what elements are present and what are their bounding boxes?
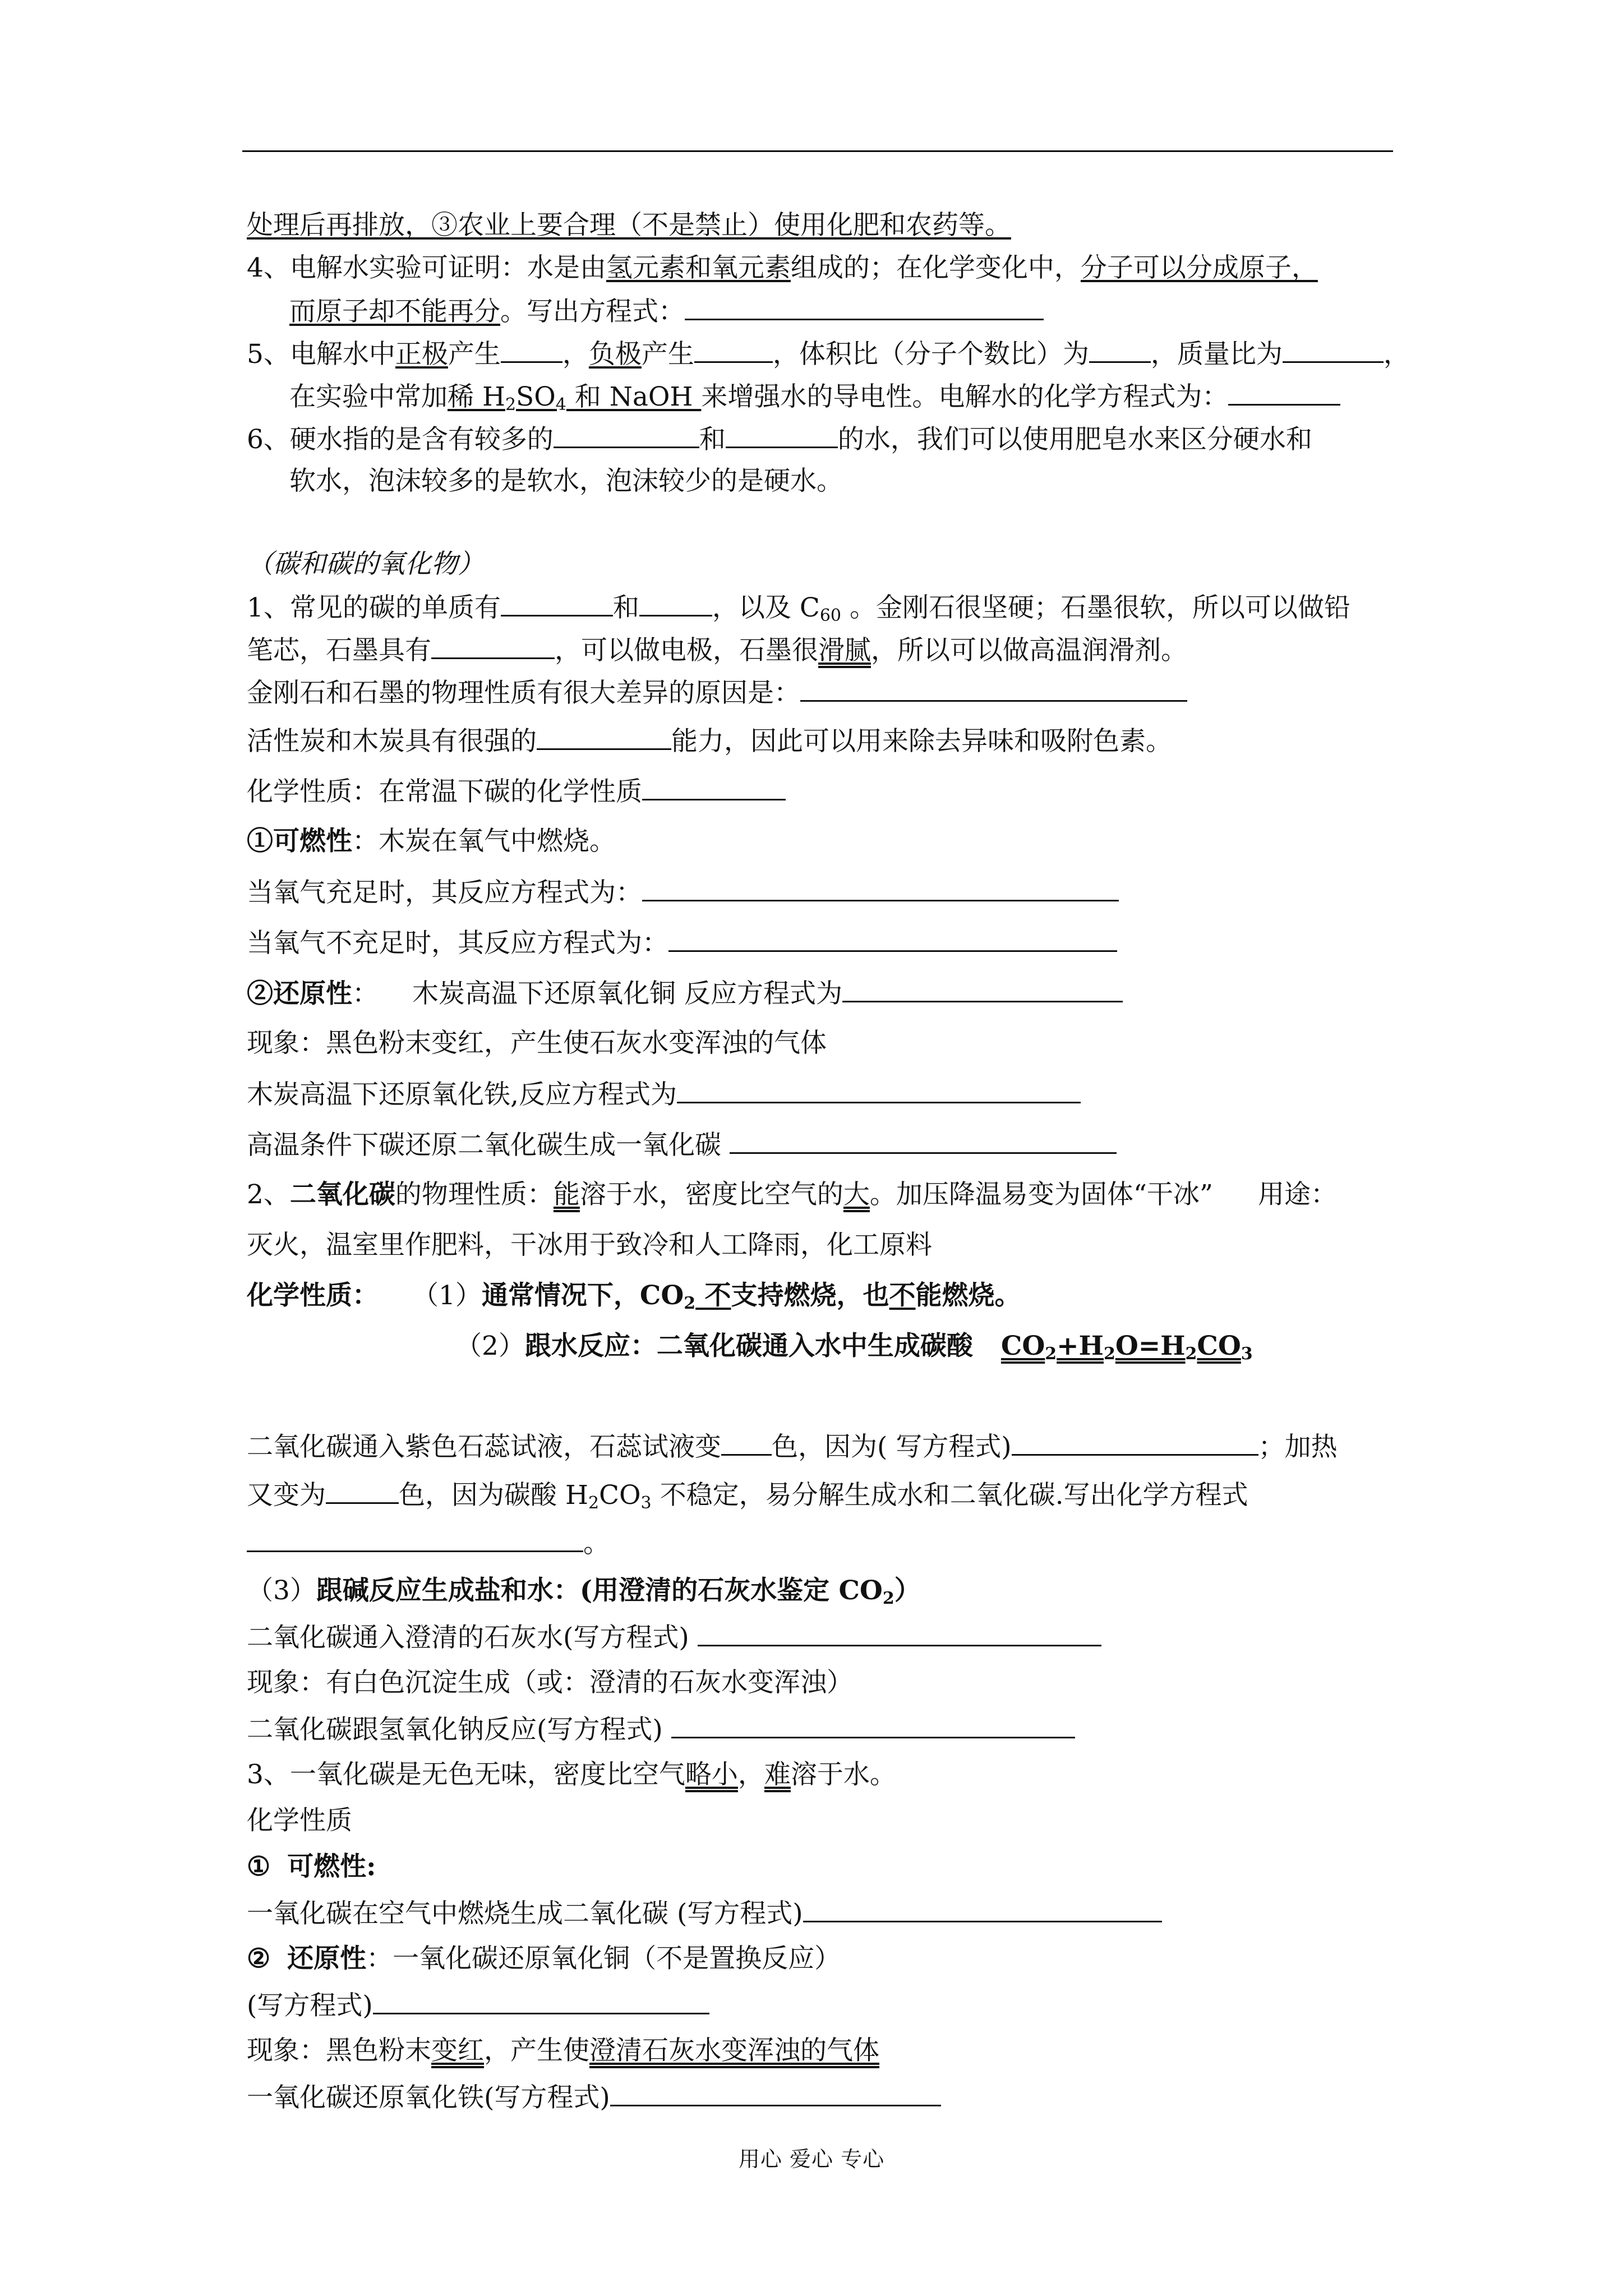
text-line: 现象：有白色沉淀生成（或：澄清的石灰水变浑浊） [247, 1667, 853, 1698]
text-line: 当氧气充足时，其反应方程式为： [247, 875, 1119, 910]
answer-blank [721, 1429, 772, 1456]
text-line: 5、电解水中正极产生 ，负极产生 ，体积比（分子个数比）为 ，质量比为 ， [247, 337, 1410, 371]
text-line: 二氧化碳跟氢氧化钠反应(写方程式) [247, 1712, 1075, 1747]
text-line: 4、电解水实验可证明：水是由氢元素和氧元素组成的；在化学变化中，分子可以分成原子， [247, 252, 1318, 283]
answer-blank [842, 976, 1123, 1002]
page-footer: 用心 爱心 专心 [738, 2147, 885, 2171]
text-line: 灭火，温室里作肥料，干冰用于致冷和人工降雨，化工原料 [247, 1230, 932, 1260]
answer-blank [431, 633, 555, 659]
answer-blank [730, 1128, 1117, 1154]
text-line: 高温条件下碳还原二氧化碳生成一氧化碳 [247, 1128, 1117, 1162]
answer-blank [668, 926, 1117, 952]
text-line: ① 可燃性: [247, 1851, 376, 1882]
answer-blank [1228, 379, 1340, 406]
text-line: 木炭高温下还原氧化铁,反应方程式为 [247, 1077, 1081, 1112]
answer-blank [1283, 337, 1384, 363]
answer-blank [1089, 337, 1151, 363]
text-line: ②还原性： 木炭高温下还原氧化铜 反应方程式为 [247, 976, 1123, 1011]
text-line: 二氧化碳通入紫色石蕊试液，石蕊试液变 色，因为( 写方程式) ；加热 [247, 1429, 1338, 1464]
text-line: 一氧化碳还原氧化铁(写方程式) [247, 2080, 941, 2115]
answer-blank [247, 1526, 583, 1552]
carbonic-acid-equation: $CO_2+H_2O=H_2CO_3$ [1000, 1331, 1253, 1364]
text-line: 又变为 色，因为碳酸 $H_2CO_3$ 不稳定，易分解生成水和二氧化碳.写出化学方程式 [247, 1478, 1248, 1512]
answer-blank [501, 337, 562, 363]
text-line: 1、常见的碳的单质有 和 ，以及 $C_{60}$ 。金刚石很坚硬；石墨很软，所以可以做铅 [247, 590, 1350, 625]
answer-blank [326, 1478, 399, 1504]
answer-blank [642, 875, 1119, 901]
text-line: 二氧化碳通入澄清的石灰水(写方程式) [247, 1620, 1101, 1655]
text-line: 处理后再排放，③农业上要合理（不是禁止）使用化肥和农药等。 [247, 210, 1011, 241]
text-line: 而原子却不能再分。写出方程式： [289, 294, 1044, 329]
text-line: （3）跟碱反应生成盐和水：(用澄清的石灰水鉴定 $CO_2$） [247, 1575, 921, 1608]
answer-blank [698, 1620, 1101, 1646]
answer-blank [642, 774, 786, 800]
text-line: 金刚石和石墨的物理性质有很大差异的原因是： [247, 675, 1187, 710]
text-line: 一氧化碳在空气中燃烧生成二氧化碳 (写方程式) [247, 1896, 1162, 1931]
text-line: 化学性质 [247, 1805, 352, 1836]
text-line: 6、硬水指的是含有较多的 和 的水，我们可以使用肥皂水来区分硬水和 [247, 422, 1312, 457]
answer-blank [685, 294, 1044, 320]
answer-blank [1012, 1429, 1258, 1456]
text-line: ② 还原性：一氧化碳还原氧化铜（不是置换反应） [247, 1943, 841, 1974]
text-line: 软水，泡沫较多的是软水，泡沫较少的是硬水。 [289, 466, 843, 496]
text-line: 在实验中常加稀 $H_2SO_4$ 和 NaOH 来增强水的导电性。电解水的化学方程式为： [289, 379, 1340, 414]
section-heading: （碳和碳的氧化物） [247, 549, 484, 579]
text-line: 2、二氧化碳的物理性质：能溶于水，密度比空气的大。加压降温易变为固体“干冰” 用途： [247, 1179, 1337, 1210]
answer-blank [694, 337, 773, 363]
answer-blank [677, 1077, 1081, 1103]
text-line: 。 [247, 1526, 610, 1561]
text-line: 当氧气不充足时，其反应方程式为： [247, 926, 1117, 960]
answer-blank [537, 724, 671, 750]
text-line: 现象：黑色粉末变红，产生使石灰水变浑浊的气体 [247, 1028, 827, 1059]
text-line: 3、一氧化碳是无色无味，密度比空气略小，难溶于水。 [247, 1759, 896, 1790]
answer-blank [610, 2080, 941, 2106]
header-rule [242, 150, 1393, 152]
text-line: 笔芯，石墨具有 ，可以做电极，石墨很滑腻，所以可以做高温润滑剂。 [247, 633, 1187, 668]
text-line: （2）跟水反应：二氧化碳通入水中生成碳酸 $CO_2+H_2O=H_2CO_3$ [455, 1331, 1253, 1364]
text-line: ①可燃性：木炭在氧气中燃烧。 [247, 826, 616, 857]
answer-blank [639, 590, 712, 616]
text-line: 化学性质：在常温下碳的化学性质 [247, 774, 786, 809]
answer-blank [373, 1988, 709, 2014]
answer-blank [726, 422, 838, 448]
answer-blank [671, 1712, 1075, 1738]
text-line: 现象：黑色粉末变红，产生使澄清石灰水变浑浊的气体 [247, 2035, 879, 2066]
text-line: 活性炭和木炭具有很强的 能力，因此可以用来除去异味和吸附色素。 [247, 724, 1172, 758]
text-line: (写方程式) [247, 1988, 709, 2023]
answer-blank [554, 422, 699, 448]
answer-blank [800, 675, 1187, 702]
text-line: 化学性质： （1）通常情况下，$CO_2$ 不支持燃烧，也不能燃烧。 [247, 1280, 1021, 1313]
answer-blank [803, 1896, 1162, 1922]
answer-blank [501, 590, 613, 616]
